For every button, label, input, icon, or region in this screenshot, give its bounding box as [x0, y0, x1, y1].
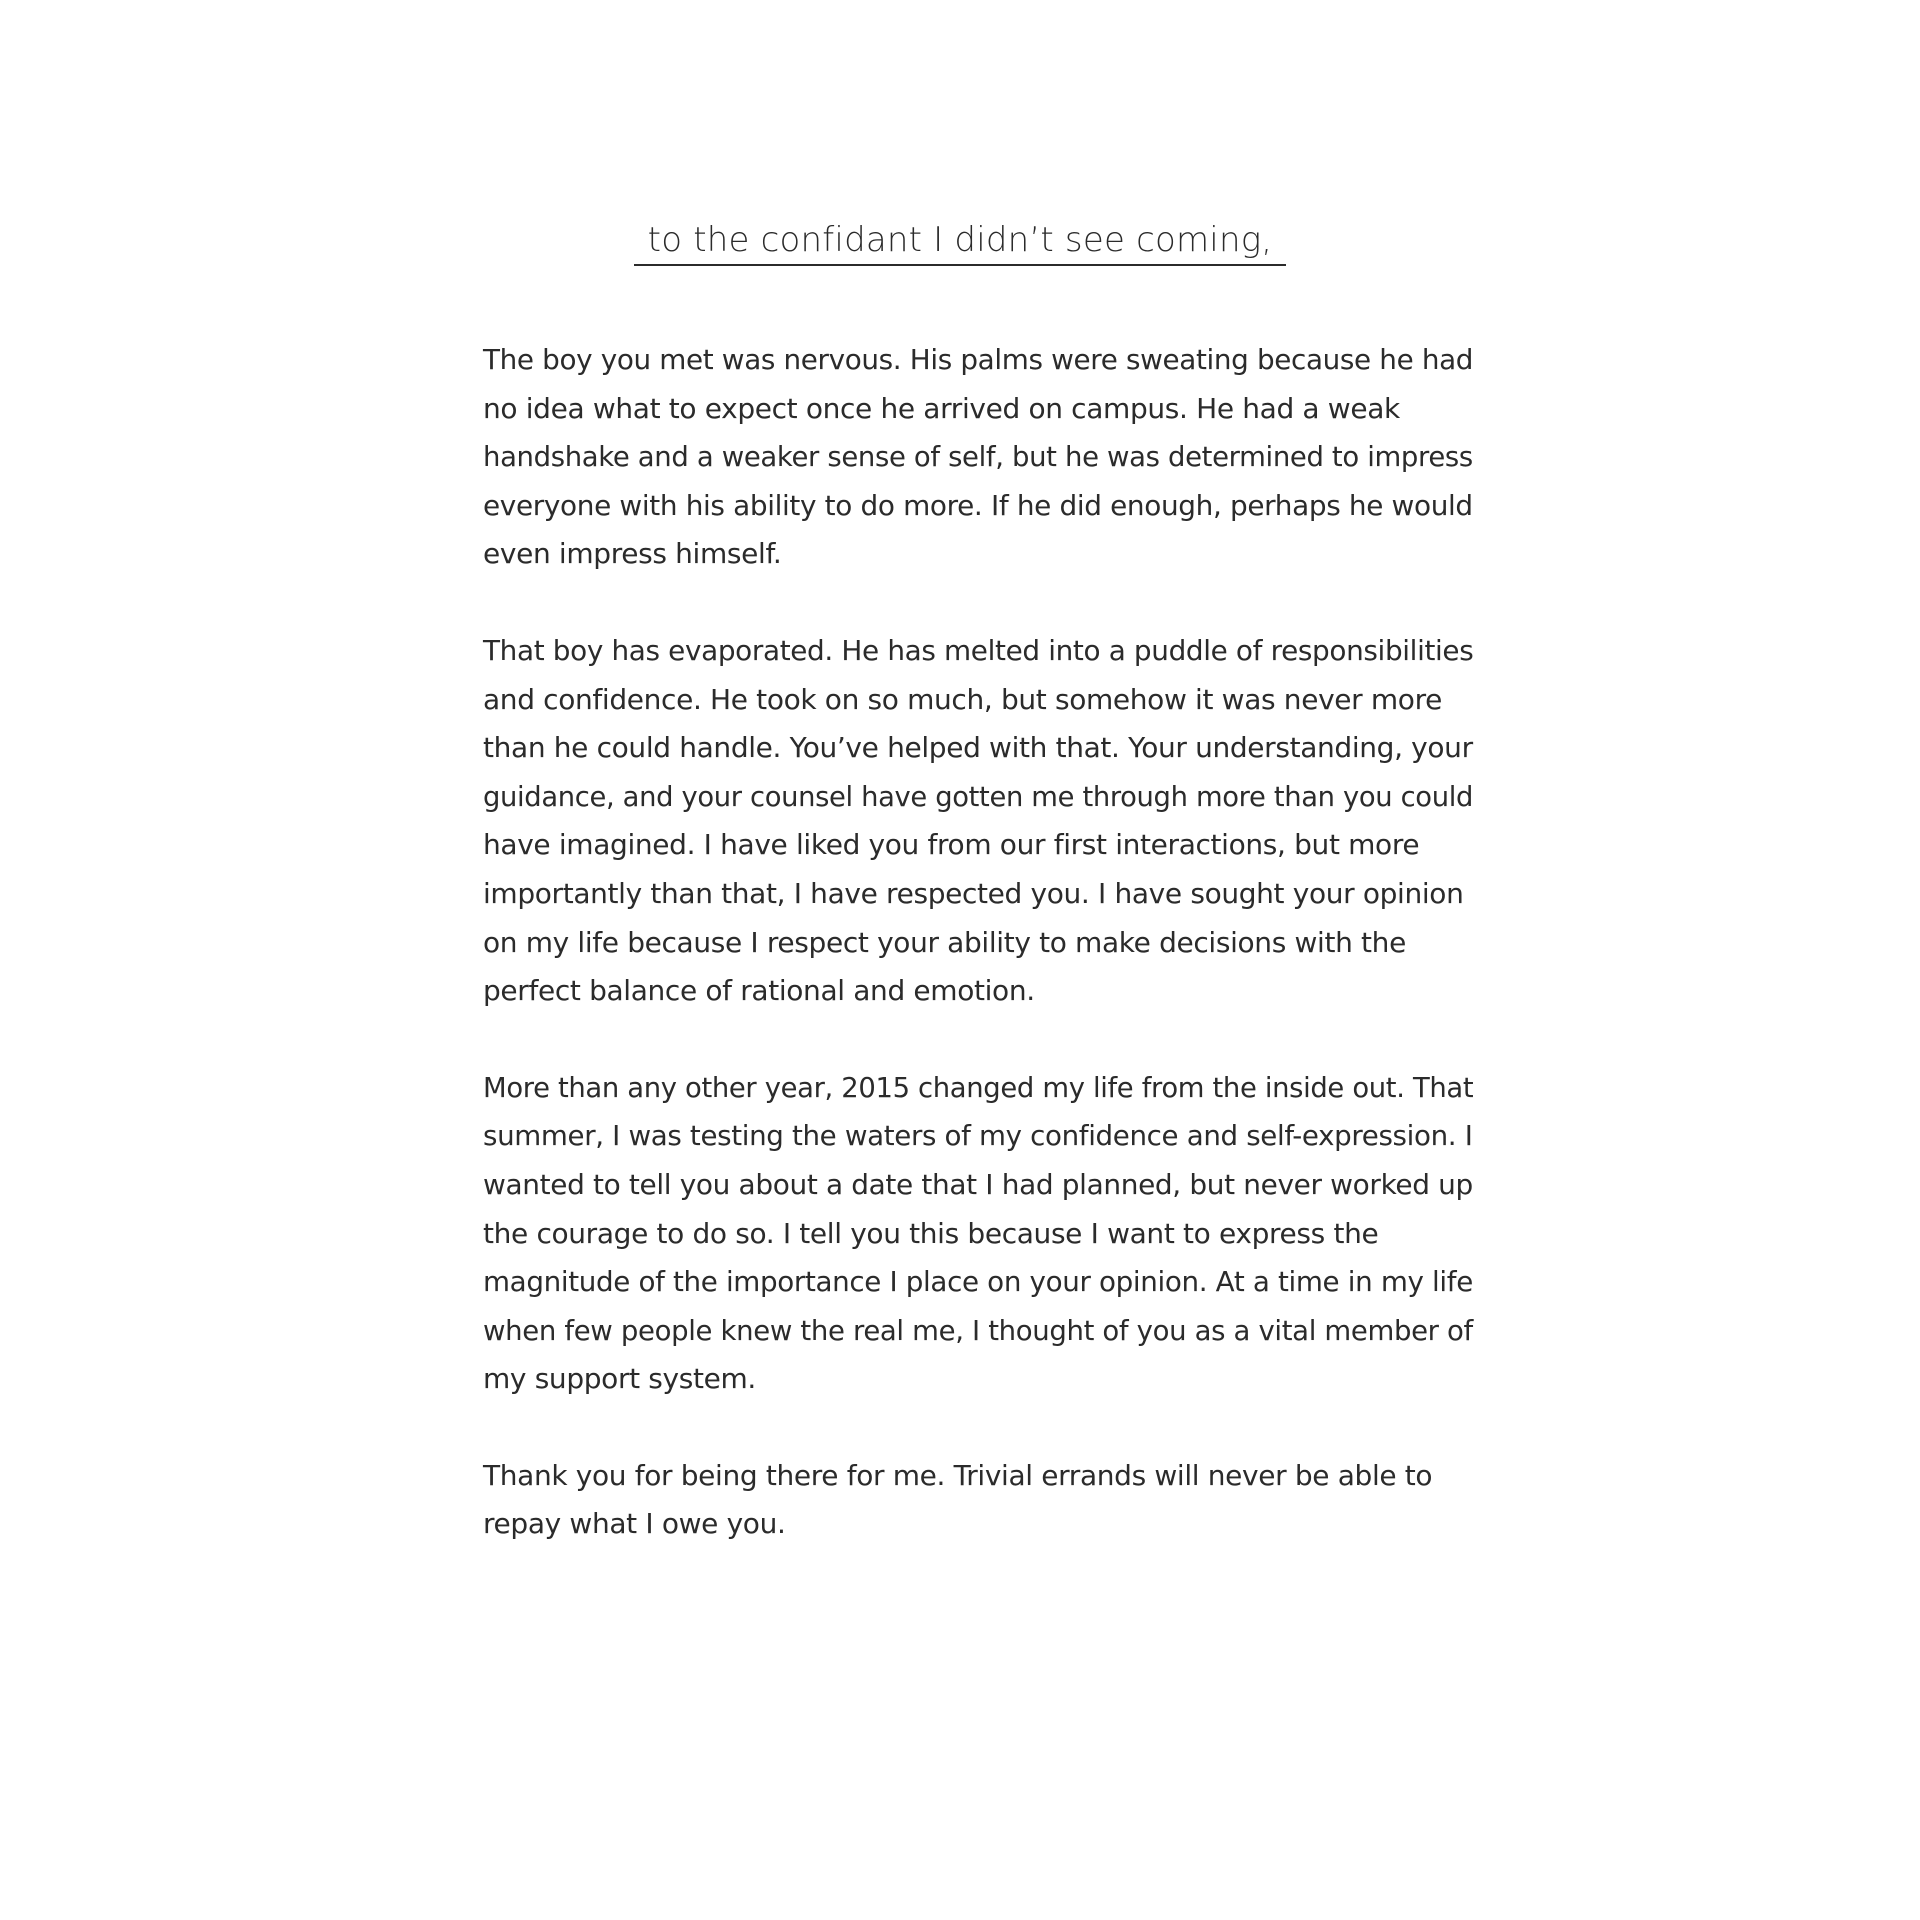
text-line: on my life because I respect your ability to make decisions with the: [483, 925, 1406, 959]
paragraph-4: [483, 1452, 1473, 1549]
text-line: That boy has evaporated. He has melted into a puddle of responsibilities: [483, 633, 1474, 667]
text-line: have imagined. I have liked you from our first interactions, but more: [483, 828, 1420, 862]
text-line: More than any other year, 2015 changed my life from the inside out. That: [483, 1070, 1474, 1104]
text-line: no idea what to expect once he arrived on campus. He had a weak: [483, 391, 1400, 425]
text-line: wanted to tell you about a date that I had planned, but never worked up: [483, 1167, 1473, 1201]
text-line: summer, I was testing the waters of my confidence and self-expression. I: [483, 1119, 1473, 1153]
text-line: guidance, and your counsel have gotten me through more than you could: [483, 779, 1474, 813]
paragraph-3: [483, 1064, 1473, 1404]
text-line: and confidence. He took on so much, but somehow it was never more: [483, 682, 1443, 716]
text-line: when few people knew the real me, I thought of you as a vital member of: [483, 1313, 1473, 1347]
text-line: my support system.: [483, 1362, 756, 1396]
paragraph-2: [483, 627, 1473, 1016]
letter-title: to the confidant I didn’t see coming,: [634, 218, 1287, 266]
text-line: importantly than that, I have respected you. I have sought your opinion: [483, 876, 1464, 910]
text-line: handshake and a weaker sense of self, but he was determined to impress: [483, 440, 1473, 474]
text-line: The boy you met was nervous. His palms were sweating because he had: [483, 343, 1474, 376]
text-line: everyone with his ability to do more. If he did enough, perhaps he would: [483, 488, 1473, 522]
paragraph-1: [483, 336, 1473, 579]
text-line: even impress himself.: [483, 537, 782, 571]
title-wrap: [0, 218, 1920, 266]
letter-body: [483, 336, 1473, 1597]
text-line: Thank you for being there for me. Trivial errands will never be able to: [483, 1458, 1433, 1492]
text-line: the courage to do so. I tell you this because I want to express the: [483, 1216, 1379, 1250]
text-line: than he could handle. You’ve helped with that. Your understanding, your: [483, 731, 1473, 765]
text-line: perfect balance of rational and emotion.: [483, 974, 1035, 1008]
text-line: magnitude of the importance I place on your opinion. At a time in my life: [483, 1265, 1473, 1299]
text-line: repay what I owe you.: [483, 1507, 786, 1541]
